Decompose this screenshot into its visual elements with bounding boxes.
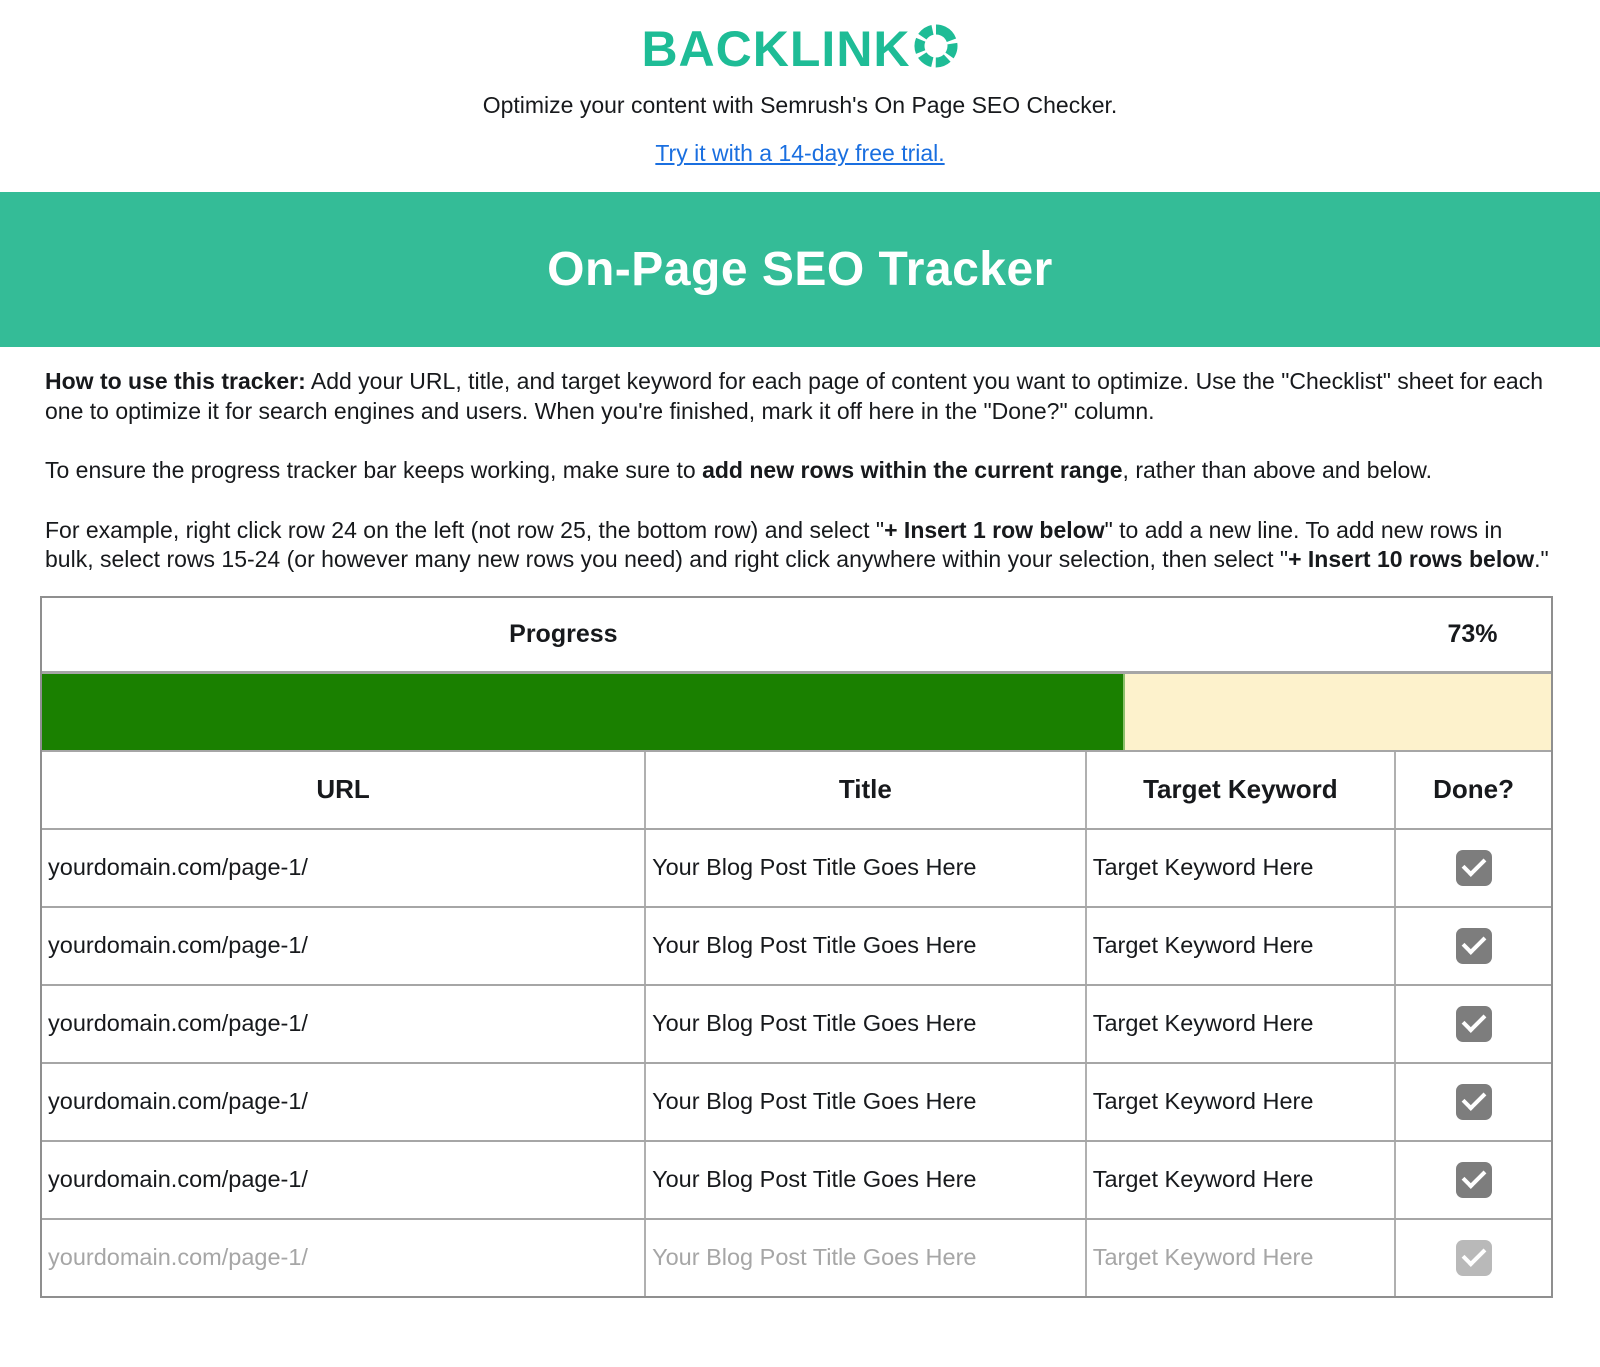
- column-header-url: URL: [316, 774, 370, 804]
- table-row: [42, 906, 1551, 984]
- url-cell[interactable]: yourdomain.com/page-1/: [48, 1010, 308, 1036]
- done-cell: [1394, 908, 1551, 984]
- instructions-paragraph-2: To ensure the progress tracker bar keeps working, make sure to add new rows within the current range, rather than above and below.: [45, 457, 1432, 483]
- done-checkbox-checked[interactable]: [1456, 1240, 1492, 1276]
- done-cell: [1394, 830, 1551, 906]
- progress-header-row: [42, 598, 1551, 671]
- title-banner: [0, 192, 1600, 347]
- table-row: [42, 1140, 1551, 1218]
- progress-bar-fill: [42, 674, 1125, 750]
- column-header-keyword: Target Keyword: [1085, 752, 1394, 828]
- p2-bold-text: add new rows within the current range: [702, 457, 1123, 483]
- table-row: [42, 984, 1551, 1062]
- url-cell[interactable]: yourdomain.com/page-1/: [48, 1166, 308, 1192]
- table-row-clipped: [42, 1218, 1551, 1296]
- done-cell: [1394, 1220, 1551, 1296]
- done-checkbox-checked[interactable]: [1456, 928, 1492, 964]
- title-cell[interactable]: Your Blog Post Title Goes Here: [644, 986, 1085, 1062]
- title-cell[interactable]: Your Blog Post Title Goes Here: [644, 1142, 1085, 1218]
- done-cell: [1394, 1142, 1551, 1218]
- backlinko-logo[interactable]: [641, 21, 958, 77]
- seo-tracker-table: [40, 596, 1553, 1298]
- logo-o-icon: [913, 22, 959, 76]
- instructions-paragraph-1: How to use this tracker: Add your URL, title, and target keyword for each page of content you want to optimize. Use the "Checklist" sheet for each one to optimize it for search engines and users. When you're finished, mark it off here in the "Done?" column.: [45, 368, 1544, 424]
- progress-bar-track: [42, 671, 1551, 750]
- page-title: On-Page SEO Tracker: [547, 243, 1053, 296]
- keyword-cell[interactable]: Target Keyword Here: [1085, 908, 1394, 984]
- subtitle: Optimize your content with Semrush's On Page SEO Checker.: [482, 92, 1118, 118]
- table-header-row: [42, 750, 1551, 828]
- done-checkbox-checked[interactable]: [1456, 1006, 1492, 1042]
- done-checkbox-checked[interactable]: [1456, 850, 1492, 886]
- logo-text: BACKLINK: [641, 21, 911, 77]
- p1-bold-text: How to use this tracker:: [45, 368, 306, 394]
- keyword-cell[interactable]: Target Keyword Here: [1085, 1220, 1394, 1296]
- url-cell[interactable]: yourdomain.com/page-1/: [48, 854, 308, 880]
- title-cell[interactable]: Your Blog Post Title Goes Here: [644, 1220, 1085, 1296]
- free-trial-link[interactable]: Try it with a 14-day free trial.: [655, 140, 945, 166]
- column-header-title: Title: [644, 752, 1085, 828]
- title-cell[interactable]: Your Blog Post Title Goes Here: [644, 1064, 1085, 1140]
- keyword-cell[interactable]: Target Keyword Here: [1085, 1064, 1394, 1140]
- keyword-cell[interactable]: Target Keyword Here: [1085, 1142, 1394, 1218]
- p3-bold-text-2: + Insert 10 rows below: [1288, 546, 1535, 572]
- keyword-cell[interactable]: Target Keyword Here: [1085, 830, 1394, 906]
- table-row: [42, 1062, 1551, 1140]
- page-header: [0, 0, 1600, 167]
- done-cell: [1394, 1064, 1551, 1140]
- keyword-cell[interactable]: Target Keyword Here: [1085, 986, 1394, 1062]
- p3-bold-text-1: + Insert 1 row below: [884, 516, 1105, 543]
- progress-percent: 73%: [1447, 619, 1498, 648]
- done-checkbox-checked[interactable]: [1456, 1084, 1492, 1120]
- title-cell[interactable]: Your Blog Post Title Goes Here: [644, 908, 1085, 984]
- instructions-paragraph-3: For example, right click row 24 on the left (not row 25, the bottom row) and select "+ Insert 1 row below" to add a new line. To add new rows in bulk, select rows 15-24 (or however many new rows you need) and right click anywhere within your selection, then select "+ Insert 10 rows below.": [45, 516, 1549, 572]
- done-checkbox-checked[interactable]: [1456, 1162, 1492, 1198]
- progress-label: Progress: [509, 619, 618, 648]
- title-cell[interactable]: Your Blog Post Title Goes Here: [644, 830, 1085, 906]
- column-header-done: Done?: [1394, 752, 1551, 828]
- instructions: [0, 347, 1600, 575]
- url-cell[interactable]: yourdomain.com/page-1/: [48, 932, 308, 958]
- url-cell[interactable]: yourdomain.com/page-1/: [48, 1244, 308, 1270]
- url-cell[interactable]: yourdomain.com/page-1/: [48, 1088, 308, 1114]
- done-cell: [1394, 986, 1551, 1062]
- table-row: [42, 828, 1551, 906]
